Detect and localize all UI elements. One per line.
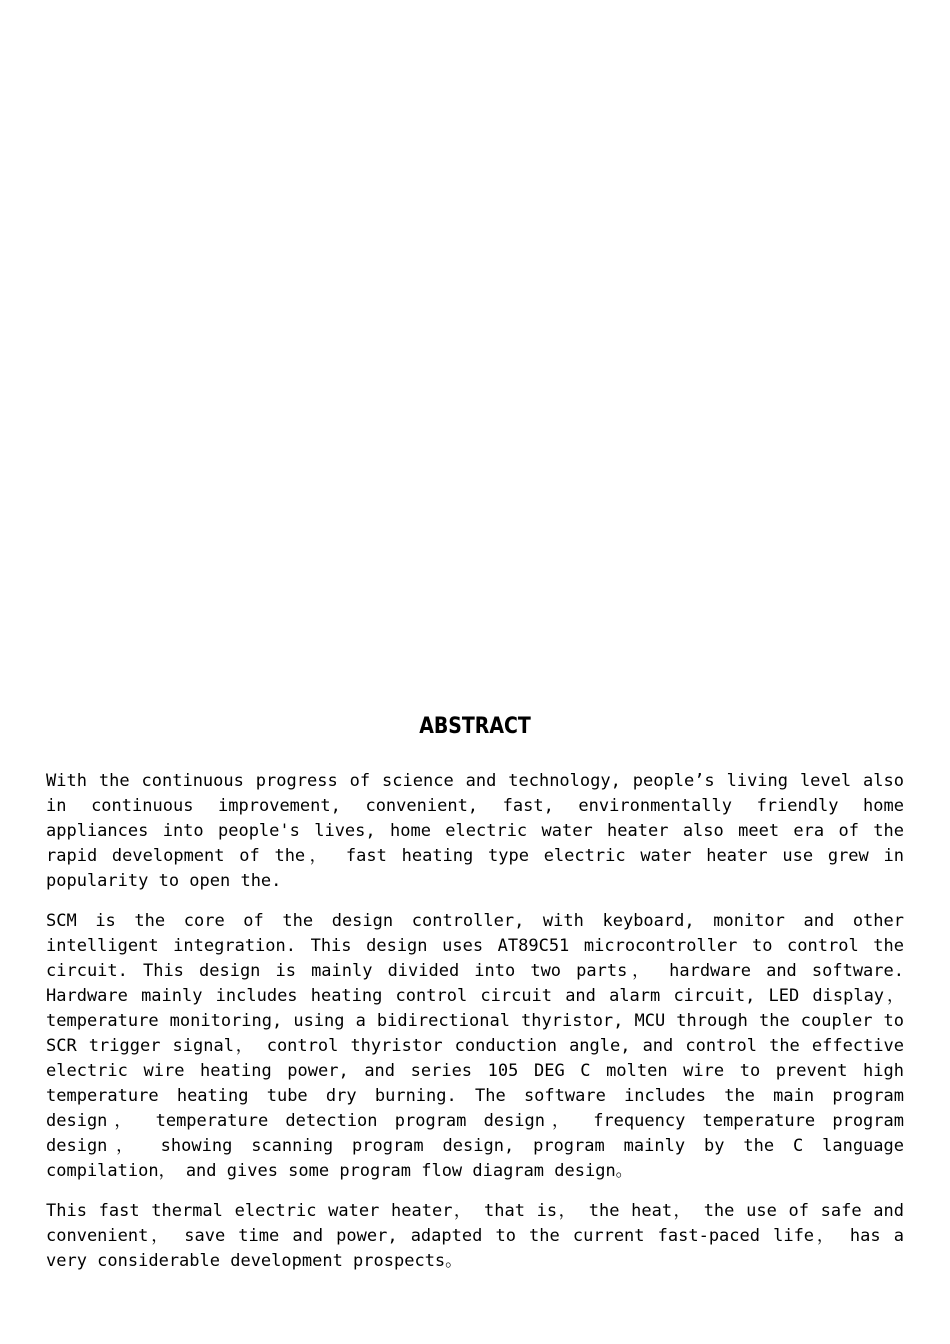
abstract-paragraph-1: With the continuous progress of science and technology, people’s living level also in continuous improvement, convenient, fast, environmentally friendly home appliances into people's lives, home electric water heater also meet era of the rapid development of the， fast heating type electric water heater use grew in popularity to open the. <box>46 771 904 891</box>
abstract-paragraph-3: This fast thermal electric water heater， that is， the heat， the use of safe and convenient， save time and power, adapted to the current fast-paced life， has a very considerable development prospects。 <box>46 1201 904 1271</box>
abstract-title: ABSTRACT <box>419 714 531 739</box>
abstract-paragraph-2: SCM is the core of the design controller, with keyboard, monitor and other intelligent integration. This design uses AT89C51 microcontroller to control the circuit. This design is mainly divided into two parts， hardware and software. Hardware mainly includes heating control circuit and alarm circuit, LED display， temperature monitoring, using a bidirectional thyristor, MCU through the coupler to SCR trigger signal， control thyristor conduction angle, and control the effective electric wire heating power, and series 105 DEG C molten wire to prevent high temperature heating tube dry burning. The software includes the main program design， temperature detection program design， frequency temperature program design， showing scanning program design, program mainly by the C language compilation， and gives some program flow diagram design。 <box>46 911 904 1181</box>
